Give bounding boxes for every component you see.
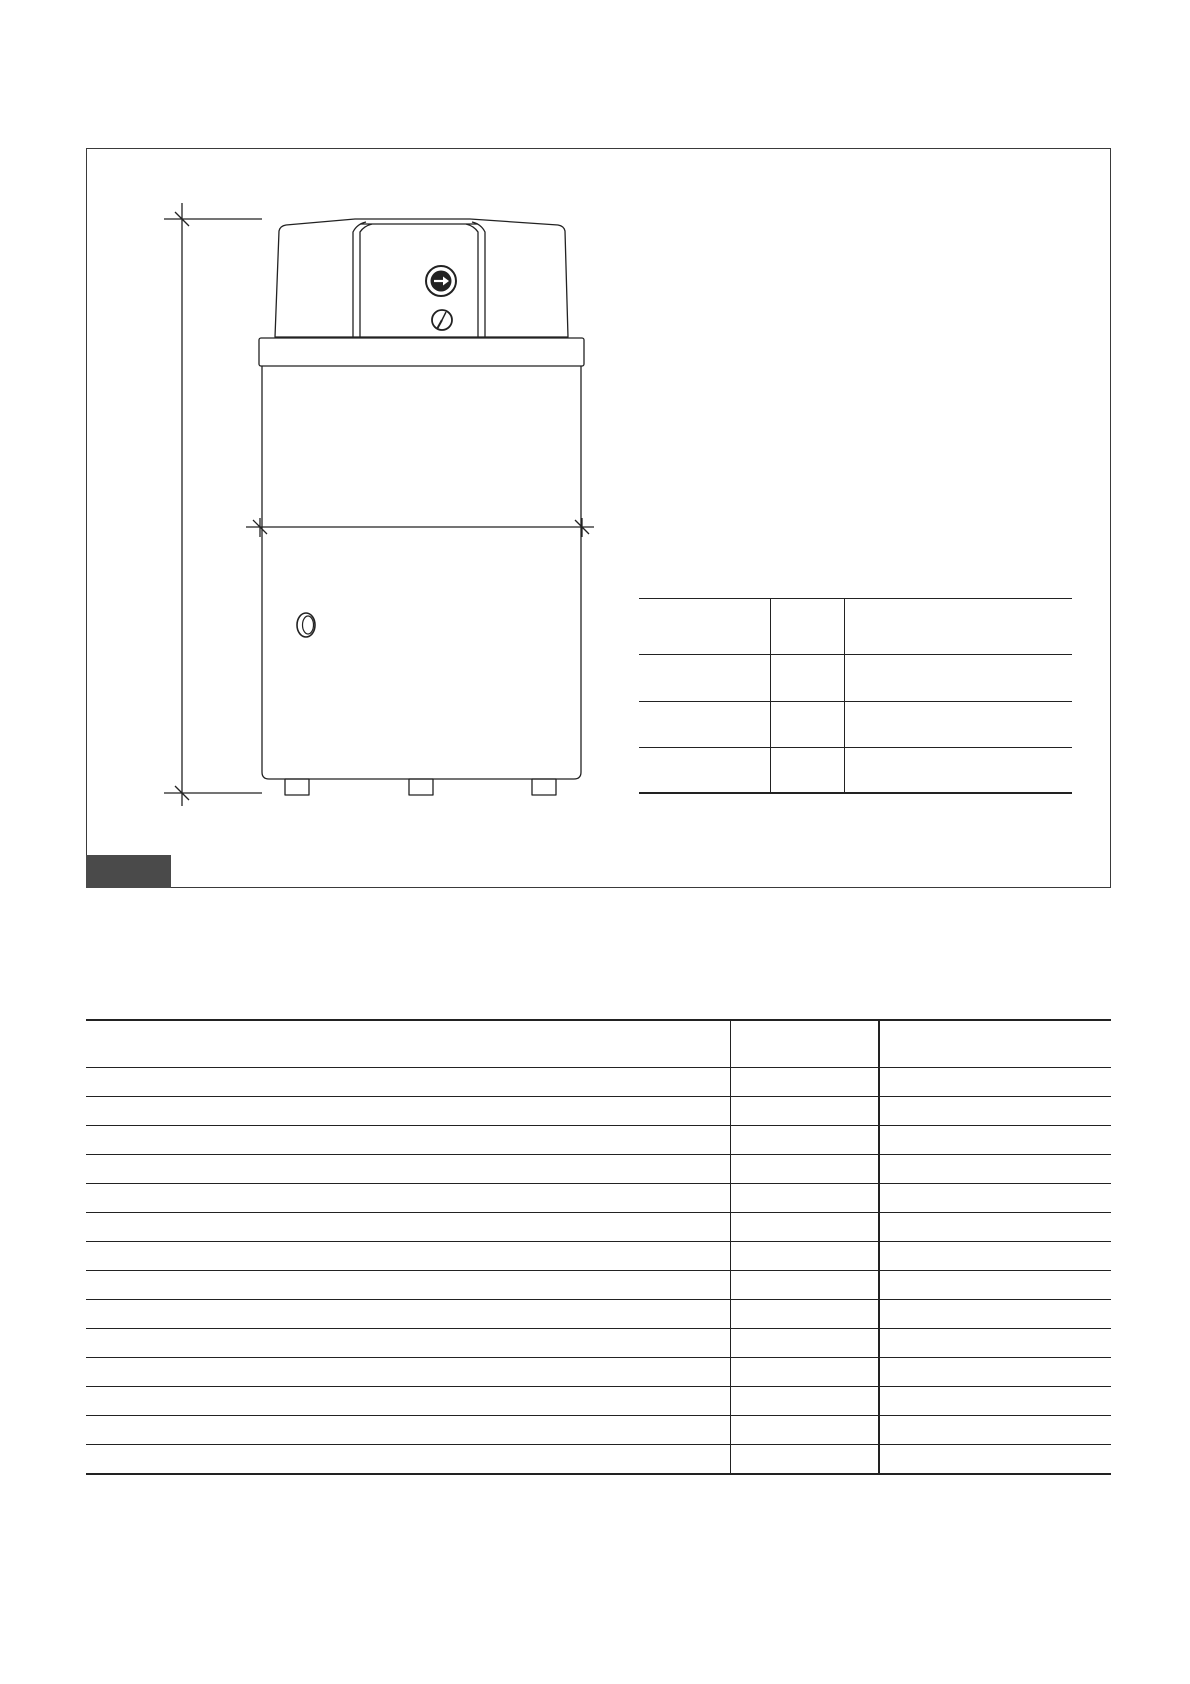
table-rule [86, 1019, 1111, 1021]
table-rule [639, 747, 1072, 748]
width-dimension [246, 518, 594, 537]
table-rule [86, 1270, 1111, 1271]
table-rule [639, 792, 1072, 794]
table-rule [86, 1473, 1111, 1475]
knob-icon[interactable] [297, 613, 315, 637]
table-rule [639, 598, 1072, 599]
unit-feet [285, 779, 556, 795]
table-rule [86, 1241, 1111, 1242]
dimension-table [639, 598, 1072, 794]
table-rule [86, 1328, 1111, 1329]
table-rule [86, 1067, 1111, 1068]
table-rule [86, 1357, 1111, 1358]
height-dimension [164, 203, 262, 806]
gauge-icon [432, 310, 452, 330]
column-divider [730, 1019, 731, 1475]
column-divider [770, 598, 771, 794]
table-rule [86, 1096, 1111, 1097]
table-rule [86, 1212, 1111, 1213]
table-rule [639, 701, 1072, 702]
table-rule [86, 1125, 1111, 1126]
specifications-table [86, 1019, 1111, 1476]
column-divider [878, 1019, 880, 1475]
arrow-right-icon[interactable] [426, 266, 456, 296]
table-rule [86, 1415, 1111, 1416]
table-rule [86, 1154, 1111, 1155]
table-rule [86, 1299, 1111, 1300]
column-divider [844, 598, 845, 794]
unit-top-cover [275, 219, 568, 337]
unit-body [262, 366, 581, 779]
unit-band-ring [259, 338, 584, 366]
table-rule [639, 654, 1072, 655]
table-rule [86, 1386, 1111, 1387]
table-rule [86, 1183, 1111, 1184]
table-rule [86, 1444, 1111, 1445]
